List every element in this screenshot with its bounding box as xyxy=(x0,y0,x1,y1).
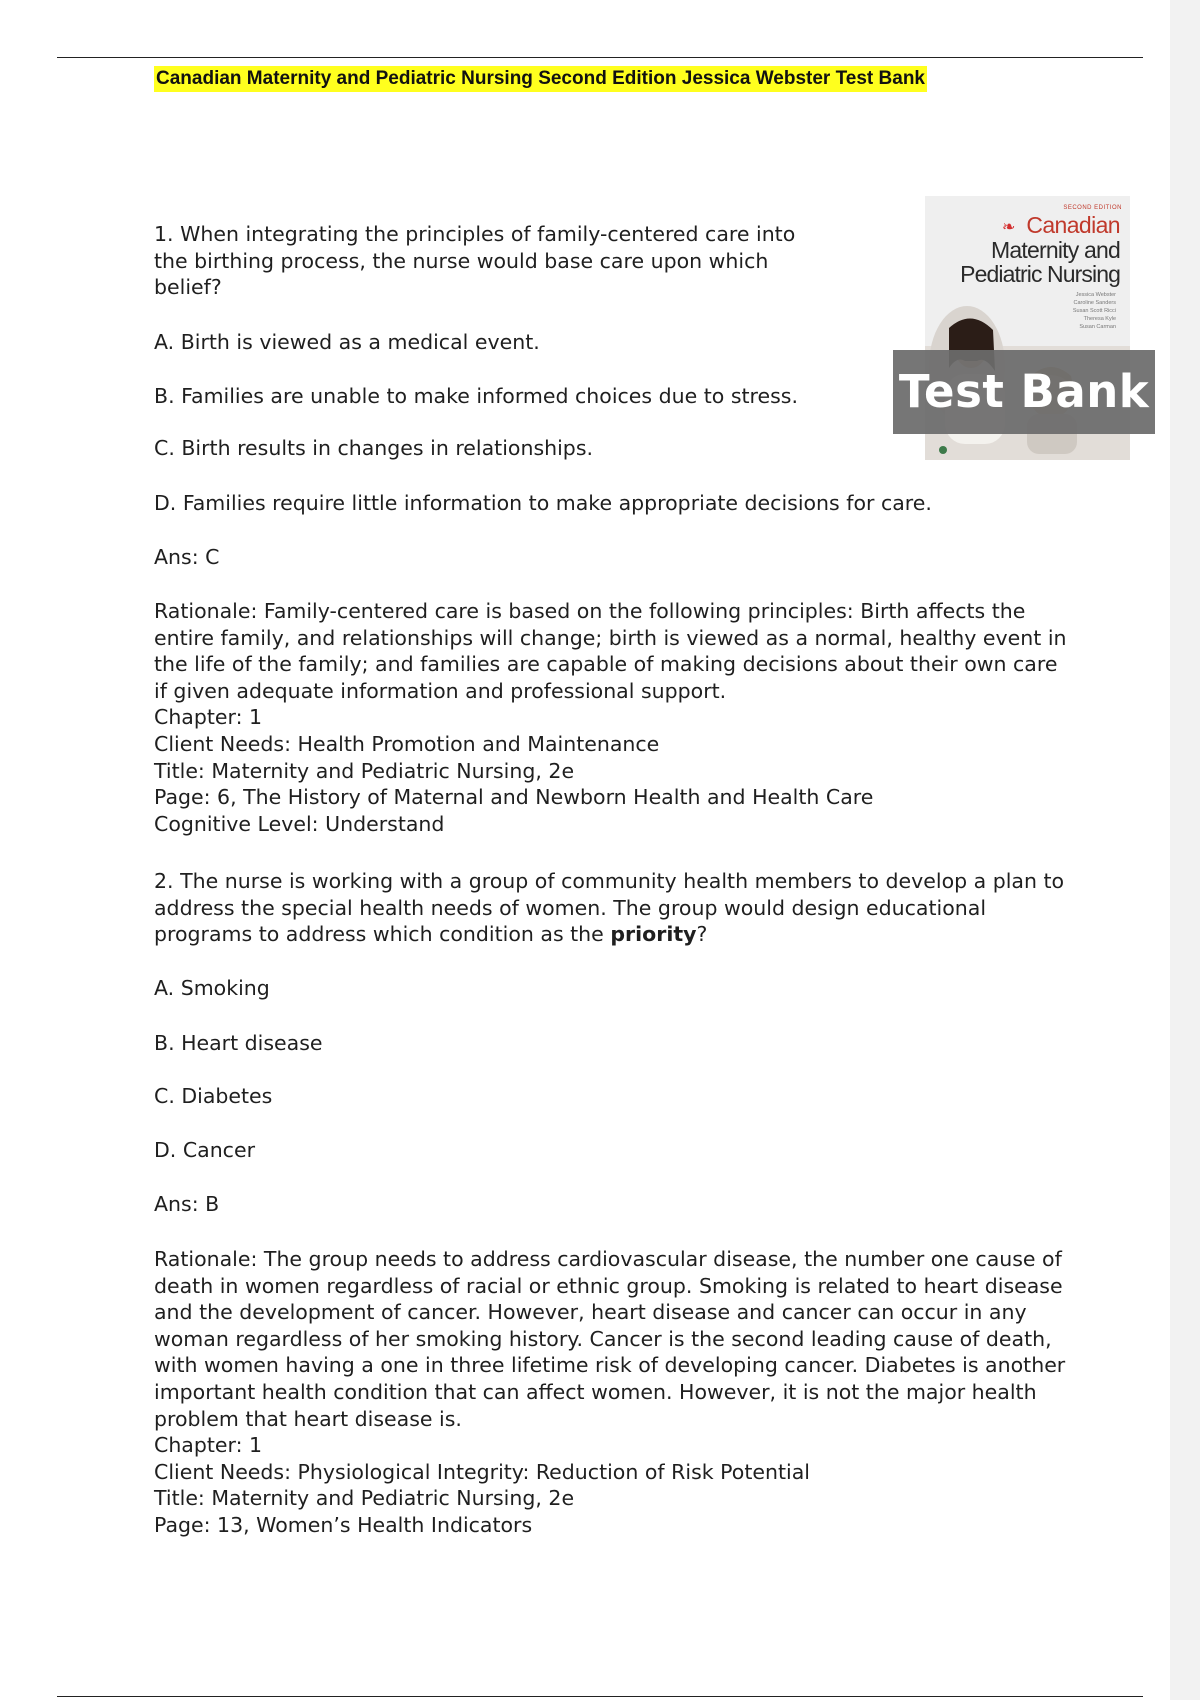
question-stem-line: belief? xyxy=(154,275,222,300)
document-title: Canadian Maternity and Pediatric Nursing Second Edition Jessica Webster Test Bank xyxy=(154,66,927,92)
meta-chapter: Chapter: 1 xyxy=(154,1433,263,1458)
question-1-option-d: D. Families require little information to make appropriate decisions for care. xyxy=(154,491,932,515)
cover-author: Susan Scott Ricci xyxy=(1072,308,1116,314)
stem-text: ? xyxy=(696,922,708,947)
rationale-line: death in women regardless of racial or ethnic group. Smoking is related to heart disease xyxy=(154,1273,1063,1298)
cover-title-line-2: Maternity and xyxy=(991,237,1120,263)
meta-cognitive-level: Cognitive Level: Understand xyxy=(154,811,445,836)
maple-leaf-icon: ❧ xyxy=(1002,217,1016,236)
question-1-stem xyxy=(154,221,795,301)
meta-client-needs: Client Needs: Physiological Integrity: Reduction of Risk Potential xyxy=(154,1459,810,1484)
rationale-line: the life of the family; and families are capable of making decisions about their own care xyxy=(154,652,1058,677)
rationale-line: Rationale: Family-centered care is based on the following principles: Birth affects the xyxy=(154,599,1026,623)
meta-title: Title: Maternity and Pediatric Nursing, 2e xyxy=(154,758,575,783)
question-2-answer: Ans: B xyxy=(154,1192,220,1216)
rationale-line: woman regardless of her smoking history. Cancer is the second leading cause of death, xyxy=(154,1326,1052,1351)
question-stem-line: the birthing process, the nurse would base care upon which xyxy=(154,248,769,273)
rationale-line: entire family, and relationships will change; birth is viewed as a normal, healthy event in xyxy=(154,625,1067,650)
question-stem-line xyxy=(154,921,1064,948)
cover-author: Caroline Sanders xyxy=(1073,300,1116,306)
cover-edition-label: SECOND EDITION xyxy=(1063,205,1122,211)
page-edge-shadow xyxy=(1170,0,1200,1700)
meta-page: Page: 6, The History of Maternal and Newborn Health and Health Care xyxy=(154,785,874,810)
cover-author: Susan Carman xyxy=(1079,324,1116,330)
cover-title-line-3: Pediatric Nursing xyxy=(960,261,1120,287)
meta-chapter: Chapter: 1 xyxy=(154,705,263,730)
rationale-line: if given adequate information and professional support. xyxy=(154,678,727,703)
question-2-option-b: B. Heart disease xyxy=(154,1031,323,1055)
cover-authors xyxy=(1073,291,1116,331)
rationale-line: and the development of cancer. However, heart disease and cancer can occur in any xyxy=(154,1300,1027,1325)
question-1-rationale xyxy=(154,598,1067,837)
question-2-option-d: D. Cancer xyxy=(154,1138,255,1162)
priority-emphasis: priority xyxy=(610,922,697,947)
cover-author: Jessica Webster xyxy=(1075,292,1116,298)
question-1-option-a: A. Birth is viewed as a medical event. xyxy=(154,330,540,354)
question-stem-line: address the special health needs of women. The group would design educational xyxy=(154,895,987,920)
rationale-line: important health condition that can affect women. However, it is not the major health xyxy=(154,1379,1037,1404)
rationale-line: with women having a one in three lifetime risk of developing cancer. Diabetes is another xyxy=(154,1353,1066,1378)
meta-title: Title: Maternity and Pediatric Nursing, 2e xyxy=(154,1486,575,1511)
question-2-option-c: C. Diabetes xyxy=(154,1084,273,1108)
question-2-stem xyxy=(154,868,1064,948)
question-1-option-c: C. Birth results in changes in relationships. xyxy=(154,436,594,460)
stem-text: programs to address which condition as the xyxy=(154,922,611,947)
meta-page: Page: 13, Women’s Health Indicators xyxy=(154,1512,533,1537)
meta-client-needs: Client Needs: Health Promotion and Maintenance xyxy=(154,731,660,756)
footer-rule xyxy=(57,1696,1143,1697)
question-2-rationale xyxy=(154,1246,1065,1539)
cover-title-line-1: Canadian xyxy=(1026,212,1120,238)
question-2-option-a: A. Smoking xyxy=(154,976,270,1000)
test-bank-banner: Test Bank xyxy=(893,350,1155,434)
question-1-option-b: B. Families are unable to make informed choices due to stress. xyxy=(154,384,799,408)
cover-author: Theresa Kyle xyxy=(1083,316,1116,322)
question-1-answer: Ans: C xyxy=(154,545,220,569)
question-stem-line: 1. When integrating the principles of family-centered care into xyxy=(154,222,796,246)
rationale-line: Rationale: The group needs to address cardiovascular disease, the number one cause of xyxy=(154,1247,1062,1271)
header-rule xyxy=(57,57,1143,58)
question-stem-line: 2. The nurse is working with a group of community health members to develop a plan to xyxy=(154,869,1065,893)
rationale-line: problem that heart disease is. xyxy=(154,1406,462,1431)
